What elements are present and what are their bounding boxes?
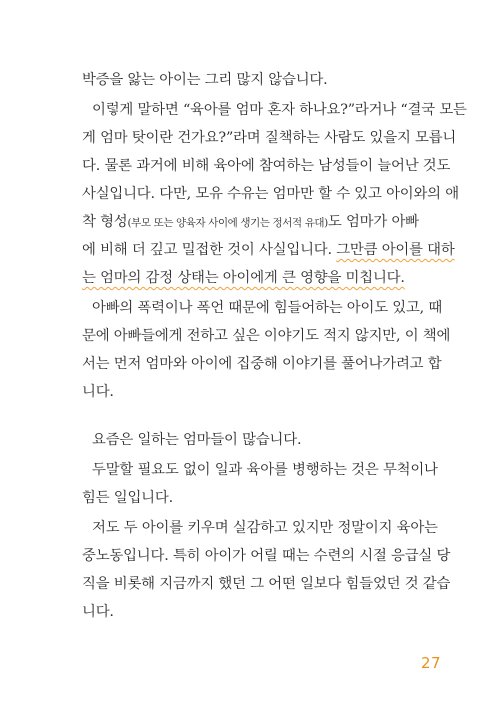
paragraph-line: 다. 물론 과거에 비해 육아에 참여하는 남성들이 늘어난 것도 xyxy=(82,158,451,174)
paragraph-line: 직을 비롯해 지금까지 했던 그 어떤 일보다 힘들었던 것 같습 xyxy=(82,576,451,592)
highlighted-text: 는 엄마의 감정 상태는 아이에게 큰 영향을 미칩니다. xyxy=(82,270,405,286)
paragraph-line: 사실입니다. 다만, 모유 수유는 엄마만 할 수 있고 아이와의 애 xyxy=(82,186,459,202)
paragraph-line xyxy=(82,240,455,262)
paragraph-line: 게 엄마 탓이란 건가요?”라며 질책하는 사람도 있을지 모릅니 xyxy=(82,130,457,146)
paragraph-line: 박증을 앓는 아이는 그리 많지 않습니다. xyxy=(82,72,328,88)
paragraph-line: 문에 아빠들에게 전하고 싶은 이야기도 적지 않지만, 이 책에 xyxy=(82,328,451,344)
paragraph-line xyxy=(82,268,427,290)
line-text: 착 형성 xyxy=(82,214,128,230)
paragraph-line: 중노동입니다. 특히 아이가 어릴 때는 수련의 시절 응급실 당 xyxy=(82,548,451,564)
paragraph-line: 서는 먼저 엄마와 아이에 집중해 이야기를 풀어나가려고 합 xyxy=(82,356,442,372)
paragraph-line: 아빠의 폭력이나 폭언 때문에 힘들어하는 아이도 있고, 때 xyxy=(92,300,443,316)
paragraph-line: 니다. xyxy=(82,604,114,620)
paragraph-line: 힘든 일입니다. xyxy=(82,490,173,506)
paragraph-line: 이렇게 말하면 “육아를 엄마 혼자 하나요?”라거나 “결국 모든 xyxy=(92,102,467,118)
paragraph-line: 니다. xyxy=(82,384,114,400)
paragraph-line: 요즘은 일하는 엄마들이 많습니다. xyxy=(92,432,302,448)
paragraph-line: 두말할 필요도 없이 일과 육아를 병행하는 것은 무척이나 xyxy=(92,462,438,478)
highlighted-text: 그만큼 아이를 대하 xyxy=(336,242,455,258)
parenthetical-note: (부모 또는 양육자 사이에 생기는 정서적 유대) xyxy=(127,217,328,229)
paragraph-line xyxy=(82,212,427,234)
page-number: 27 xyxy=(421,654,442,672)
line-text: 도 엄마가 아빠 xyxy=(327,214,419,230)
line-text: 에 비해 더 깊고 밀접한 것이 사실입니다. xyxy=(82,242,337,258)
paragraph-line: 저도 두 아이를 키우며 실감하고 있지만 정말이지 육아는 xyxy=(92,520,438,536)
